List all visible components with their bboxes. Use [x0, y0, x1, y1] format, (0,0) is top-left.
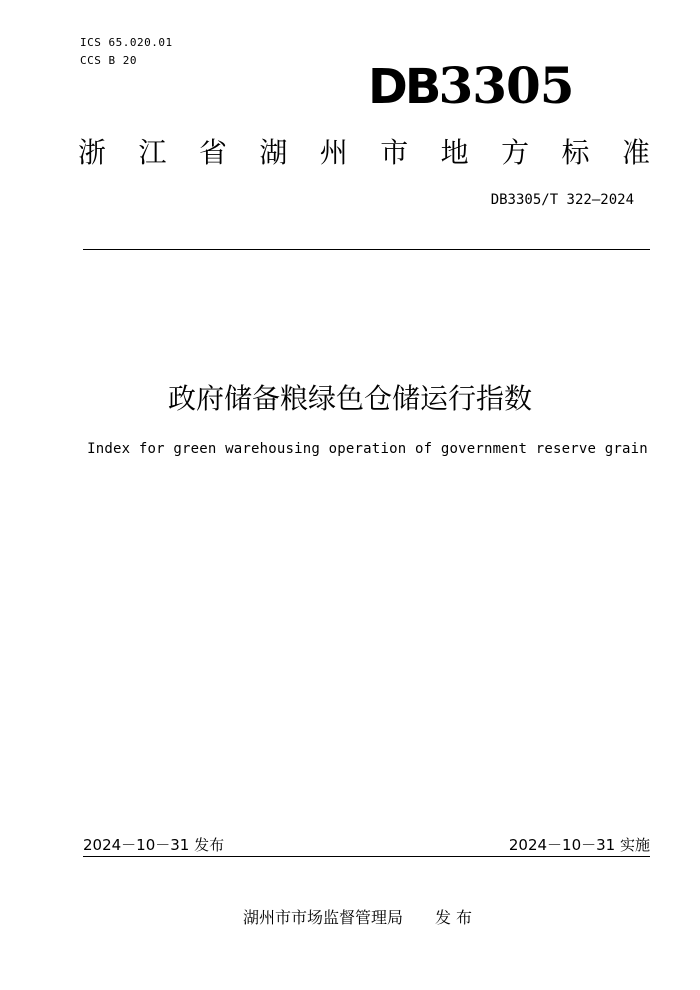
- standard-type-char: 标: [561, 136, 590, 169]
- standard-type-char: 江: [138, 136, 167, 169]
- standard-type-char: 浙: [78, 136, 107, 169]
- db-logo: [368, 58, 600, 114]
- standard-type-char: 准: [621, 136, 650, 169]
- standard-type-char: 湖: [259, 136, 288, 169]
- publisher-name: 湖州市市场监督管理局: [242, 908, 403, 927]
- standard-number: DB3305/T 322—2024: [490, 192, 634, 208]
- issue-date: 2024－10－31 发布: [83, 836, 225, 854]
- db-logo-number: 3305: [438, 56, 574, 115]
- standard-type-char: 州: [319, 136, 348, 169]
- standard-type-char: 地: [440, 136, 469, 169]
- standard-type-char: 市: [380, 136, 409, 169]
- standard-type-char: 省: [198, 136, 227, 169]
- header-divider: [83, 249, 650, 250]
- publisher-action: 发 布: [434, 908, 473, 927]
- ccs-code: CCS B 20: [80, 54, 137, 67]
- document-title-english: Index for green warehousing operation of government reserve grain: [87, 441, 648, 457]
- ics-code: ICS 65.020.01: [80, 36, 173, 49]
- db-logo-prefix: DB: [368, 59, 439, 115]
- document-title-chinese: 政府储备粮绿色仓储运行指数: [167, 382, 532, 415]
- implementation-date: 2024－10－31 实施: [508, 836, 650, 854]
- publisher-line: [0, 905, 700, 928]
- footer-divider: [83, 856, 650, 857]
- standard-type-title: [78, 136, 650, 170]
- standard-type-char: 方: [501, 136, 530, 169]
